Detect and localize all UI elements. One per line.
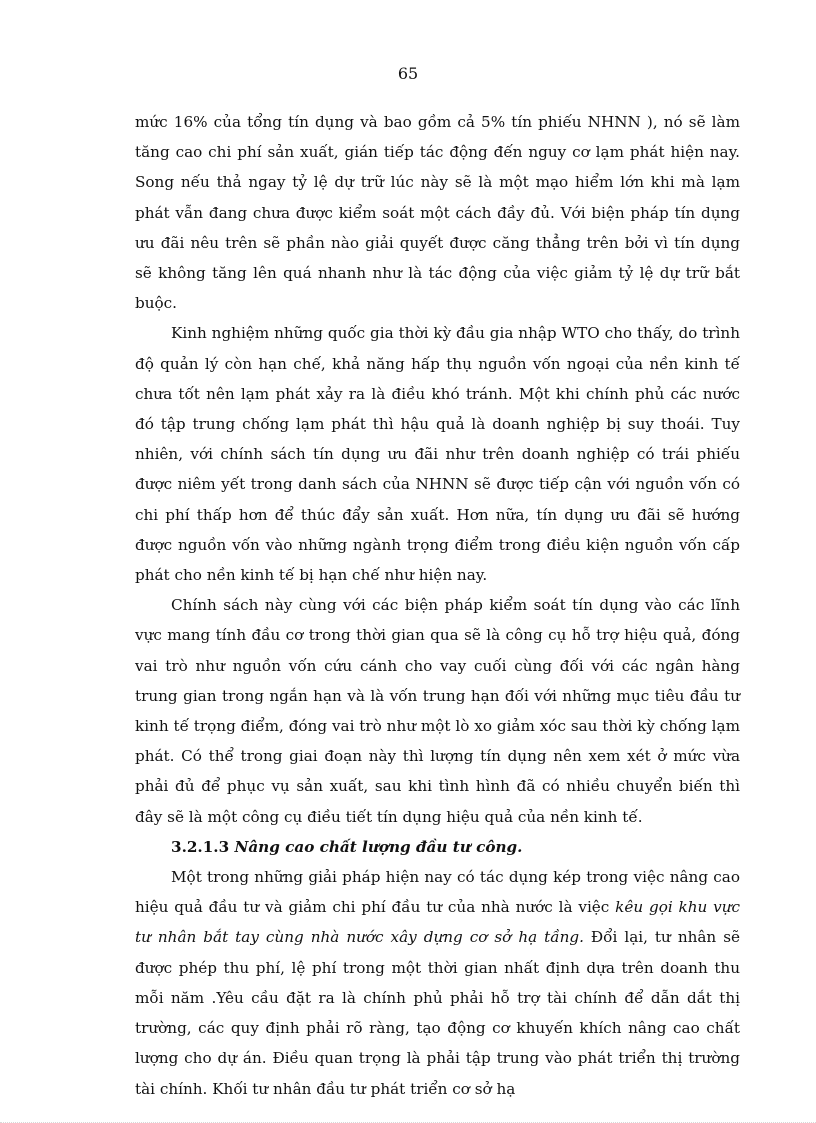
- paragraph-1: mức 16% của tổng tín dụng và bao gồm cả 5% tín phiếu NHNN ), nó sẽ làm tăng cao chi phí sản xuất, gián tiếp tác động đến nguy cơ lạm phát hiện nay. Song nếu thả ngay tỷ lệ dự trữ lúc này sẽ là một mạo hiểm lớn khi mà lạm phát vẫn đang chưa được kiểm soát một cách đầy đủ. Với biện pháp tín dụng ưu đãi nêu trên sẽ phần nào giải quyết được căng thẳng trên bởi vì tín dụng sẽ không tăng lên quá nhanh như là tác động của việc giảm tỷ lệ dự trữ bắt buộc.: [135, 113, 740, 313]
- section-heading: [135, 832, 740, 862]
- page-number: 65: [397, 64, 419, 83]
- paragraph-4: [135, 862, 740, 1104]
- paragraph-3: Chính sách này cùng với các biện pháp kiểm soát tín dụng vào các lĩnh vực mang tính đầu cơ trong thời gian qua sẽ là công cụ hỗ trợ hiệu quả, đóng vai trò như nguồn vốn cứu cánh cho vay cuối cùng đối với các ngân hàng trung gian trong ngắn hạn và là vốn trung hạn đối với những mục tiêu đầu tư kinh tế trọng điểm, đóng vai trò như một lò xo giảm xóc sau thời kỳ chống lạm phát. Có thể trong giai đoạn này thì lượng tín dụng nên xem xét ở mức vừa phải đủ để phục vụ sản xuất, sau khi tình hình đã có nhiều chuyển biến thì đây sẽ là một công cụ điều tiết tín dụng hiệu quả của nền kinh tế.: [135, 596, 740, 826]
- paragraph-4-emphasis: kêu gọi khu vực tư nhân bắt tay cùng nhà nước xây dựng cơ sở hạ tầng.: [135, 898, 741, 947]
- paragraph-2: Kinh nghiệm những quốc gia thời kỳ đầu gia nhập WTO cho thấy, do trình độ quản lý còn hạn chế, khả năng hấp thụ nguồn vốn ngoại của nền kinh tế chưa tốt nên lạm phát xảy ra là điều khó tránh. Một khi chính phủ các nước đó tập trung chống lạm phát thì hậu quả là doanh nghiệp bị suy thoái. Tuy nhiên, với chính sách tín dụng ưu đãi như trên doanh nghiệp có trái phiếu được niêm yết trong danh sách của NHNN sẽ được tiếp cận với nguồn vốn có chi phí thấp hơn để thúc đẩy sản xuất. Hơn nữa, tín dụng ưu đãi sẽ hướng được nguồn vốn vào những ngành trọng điểm trong điều kiện nguồn vốn cấp phát cho nền kinh tế bị hạn chế như hiện nay.: [135, 324, 740, 585]
- paragraph-4-rest: Đổi lại, tư nhân sẽ được phép thu phí, lệ phí trong một thời gian nhất định dựa trên doanh thu mỗi năm .Yêu cầu đặt ra là chính phủ phải hỗ trợ tài chính để dẫn dắt thị trường, các quy định phải rõ ràng, tạo động cơ khuyến khích nâng cao chất lượng cho dự án. Điều quan trọng là phải tập trung vào phát triển thị trường tài chính. Khối tư nhân đầu tư phát triển cơ sở hạ: [135, 928, 740, 1098]
- document-body: [135, 107, 740, 1104]
- paragraph-4-intro: Một trong những giải pháp hiện nay có tác dụng kép trong việc nâng cao hiệu quả đầu tư và giảm chi phí đầu tư của nhà nước là việc: [135, 868, 740, 917]
- section-number: 3.2.1.3: [171, 837, 230, 856]
- section-title: Nâng cao chất lượng đầu tư công.: [234, 837, 523, 856]
